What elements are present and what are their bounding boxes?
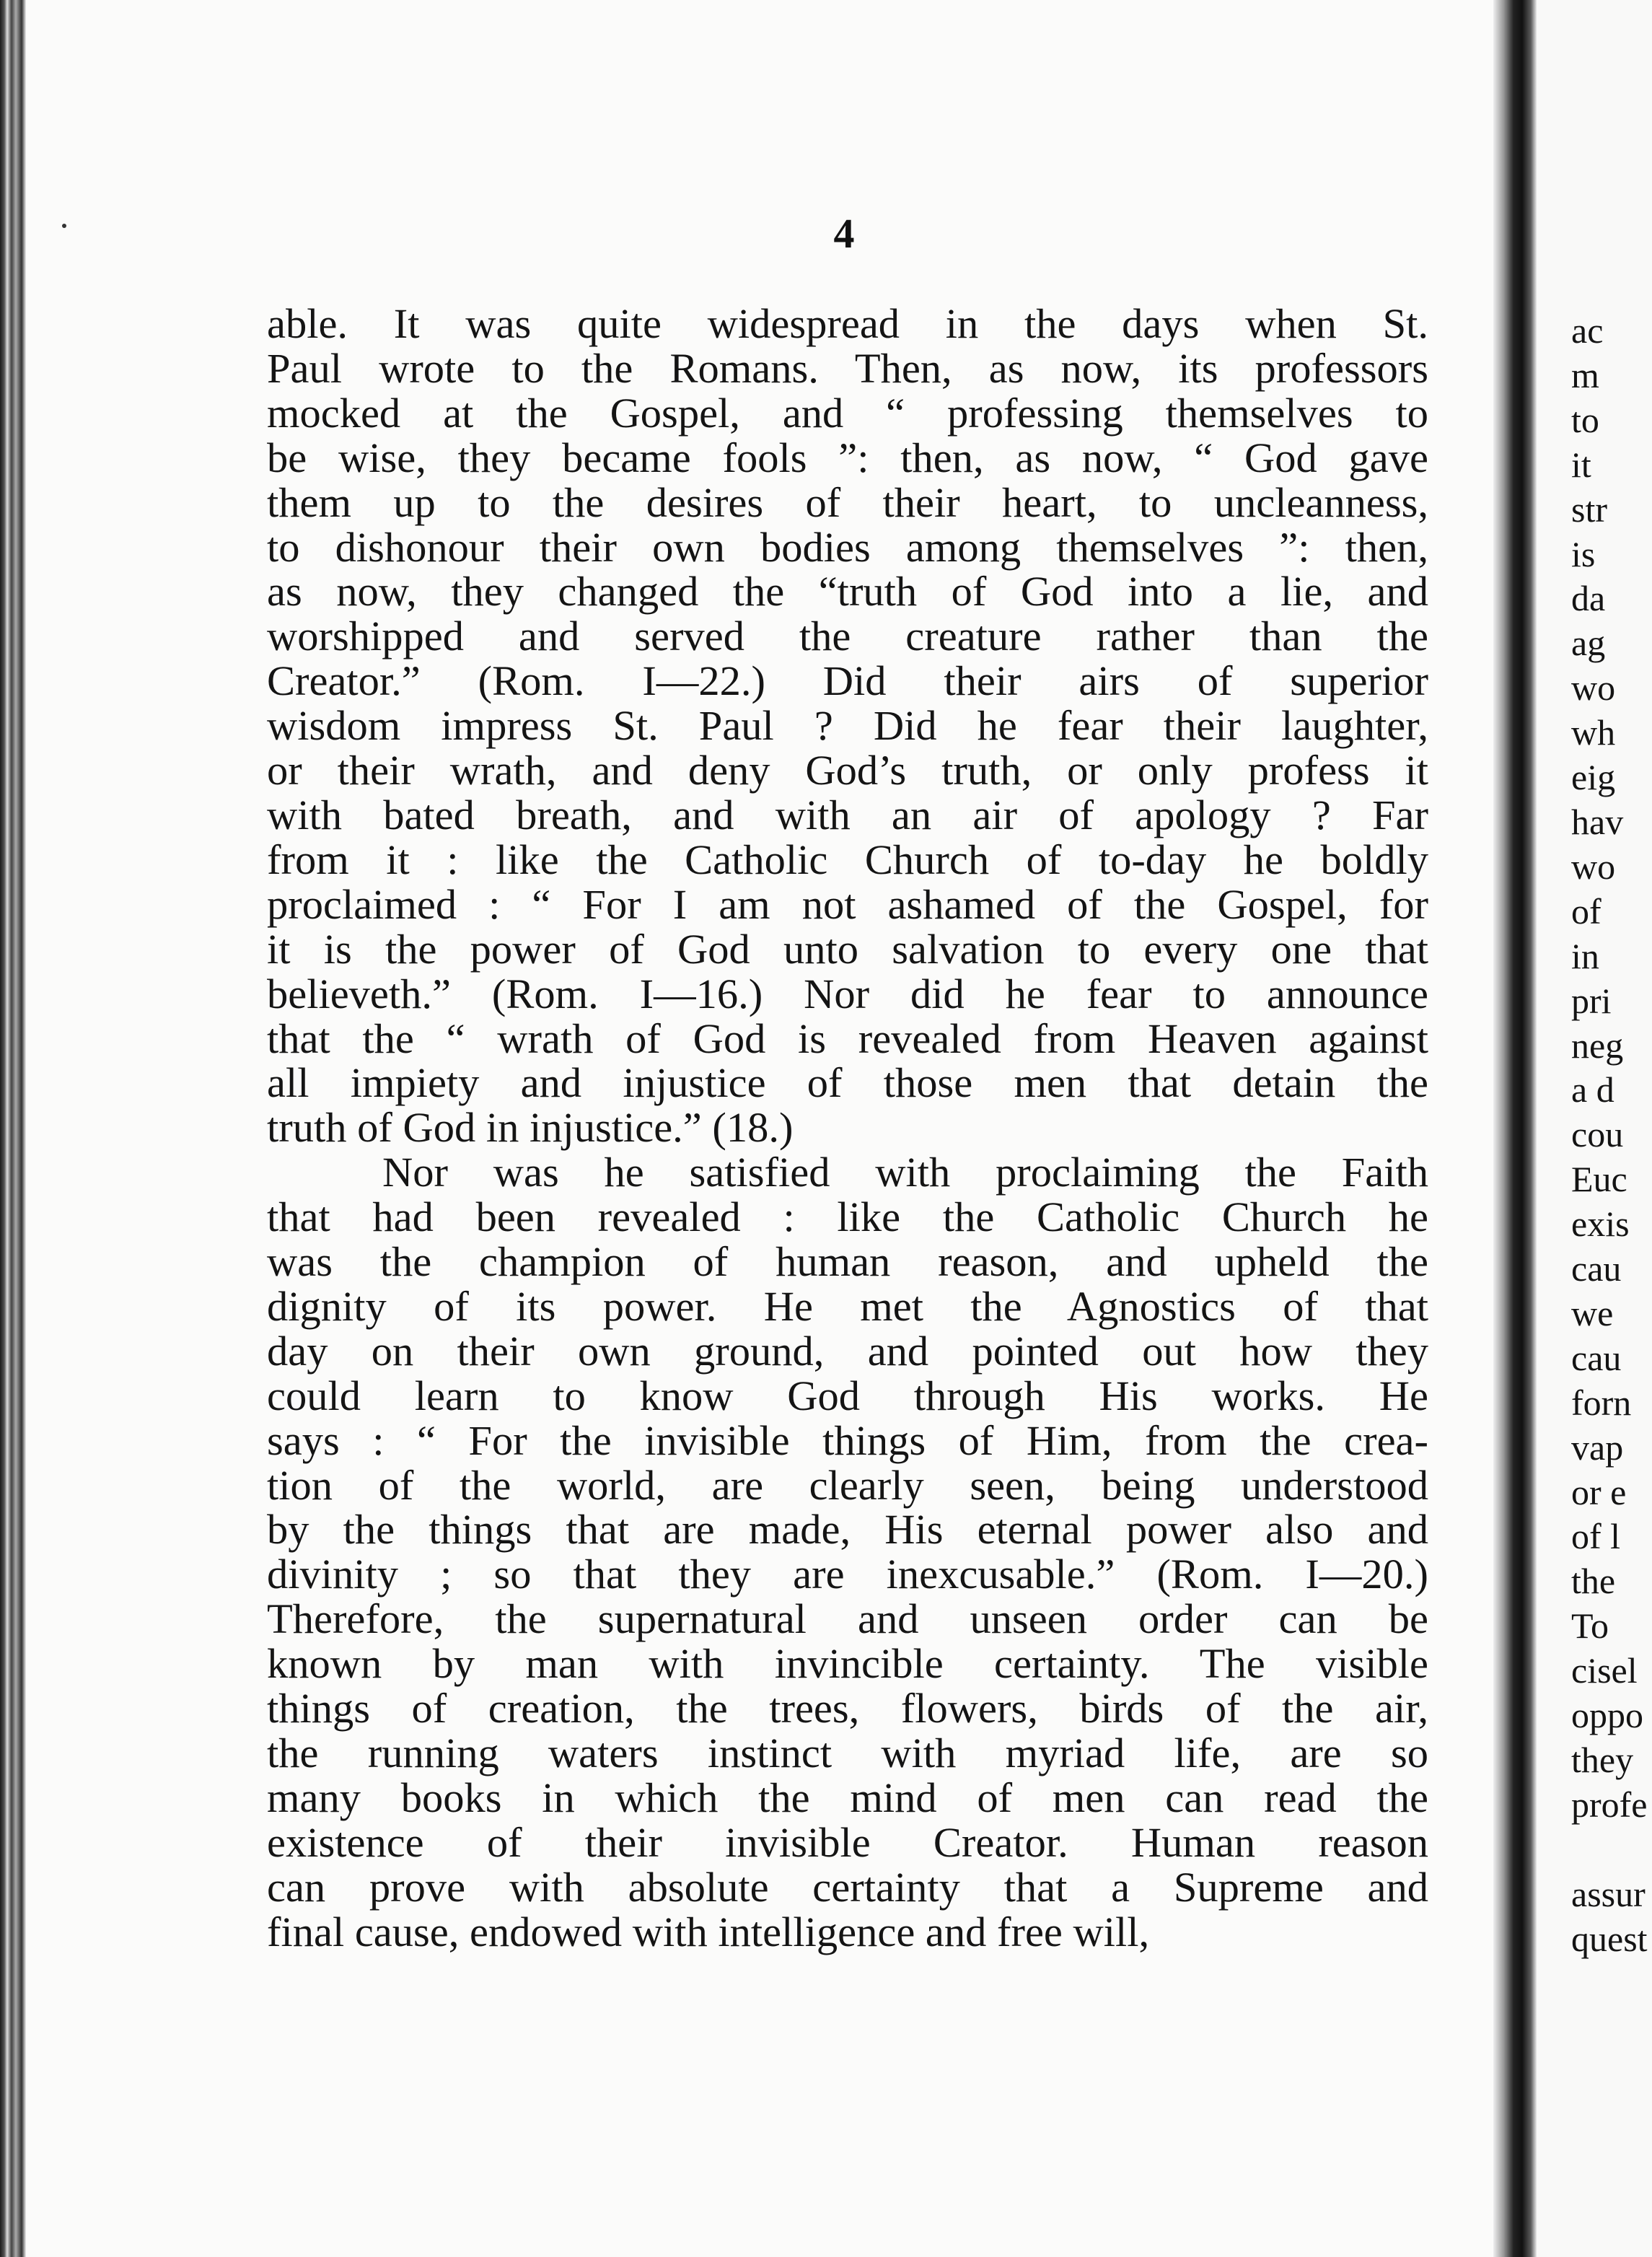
text-line: believeth.” (Rom. I—16.) Nor did he fear to announce [267,970,1428,1017]
book-gutter [1493,0,1537,2257]
text-line: existence of their invisible Creator. Human reason [267,1818,1428,1866]
right-page-fragment: cou [1571,1114,1624,1155]
right-page-fragment: wo [1571,667,1616,709]
right-page-fragment: in [1571,935,1599,976]
text-line: day on their own ground, and pointed out how they [267,1327,1428,1375]
right-page-fragment: it [1571,444,1591,485]
right-page-fragment: exis [1571,1204,1630,1245]
right-page-fragment: we [1571,1292,1614,1333]
text-line: from it : like the Catholic Church of to-day he boldly [267,836,1428,883]
text-line: known by man with invincible certainty. The visible [267,1640,1428,1688]
right-page-fragment: assur [1571,1873,1646,1914]
text-line: wisdom impress St. Paul ? Did he fear their laughter, [267,702,1428,750]
text-line: was the champion of human reason, and upheld the [267,1238,1428,1286]
right-page-fragment: hav [1571,801,1624,842]
text-line: Creator.” (Rom. I—22.) Did their airs of superior [267,657,1428,705]
right-page-fragment: Euc [1571,1159,1627,1200]
book-edge [0,0,26,2257]
text-line: Paul wrote to the Romans. Then, as now, its professors [267,344,1428,392]
right-page-fragment: ag [1571,623,1606,664]
right-page-fragment: the [1571,1561,1616,1602]
text-line: that had been revealed : like the Catholic Church he [267,1193,1428,1241]
right-page-fragment: wo [1571,846,1616,887]
page-number: 4 [833,210,855,257]
text-line: mocked at the Gospel, and “ professing themselves to [267,389,1428,437]
text-line: worshipped and served the creature rather than the [267,613,1428,660]
text-line: all impiety and injustice of those men that detain the [267,1059,1428,1107]
text-line: them up to the desires of their heart, to uncleanness, [267,478,1428,526]
scan-speck [62,224,66,228]
right-page-fragment: neg [1571,1025,1624,1066]
text-line: dignity of its power. He met the Agnostics of that [267,1282,1428,1330]
right-page-fragment: str [1571,488,1607,530]
right-page-fragment: To [1571,1605,1609,1647]
right-page-fragment: vap [1571,1426,1624,1468]
right-page-fragment: forn [1571,1382,1632,1423]
right-page-fragment: eig [1571,757,1616,798]
text-line: Therefore, the supernatural and unseen order can be [267,1595,1428,1643]
text-line: be wise, they became fools ”: then, as now, “ God gave [267,434,1428,481]
right-page-text-fragments [1571,309,1652,1962]
text-line: the running waters instinct with myriad life, are so [267,1730,1428,1776]
text-line: final cause, endowed with intelligence and free will, [267,1908,1150,1955]
text-line: Nor was he satisfied with proclaiming the Faith [382,1149,1428,1196]
right-page-fragment: wh [1571,712,1616,753]
text-line: with bated breath, and with an air of apology ? Far [267,791,1428,838]
text-line: divinity ; so that they are inexcusable.” (Rom. I—20.) [267,1551,1428,1598]
text-line: truth of God in injustice.” (18.) [267,1104,794,1152]
text-line: as now, they changed the “truth of God into a lie, and [267,568,1428,615]
right-page-fragment: cisel [1571,1650,1638,1691]
right-page-fragment: or e [1571,1471,1627,1512]
right-page-fragment: of l [1571,1516,1621,1557]
text-line: could learn to know God through His works. He [267,1372,1428,1419]
text-line: by the things that are made, His eternal power also and [267,1506,1428,1553]
right-page-fragment: profe [1571,1784,1648,1825]
right-page-fragment: ac [1571,310,1604,351]
right-page-fragment: quest [1571,1918,1648,1959]
page-body-text [267,302,1428,1955]
text-line: to dishonour their own bodies among themselves ”: then, [267,523,1428,571]
right-page-fragment: cau [1571,1337,1622,1378]
right-page-fragment: a d [1571,1069,1614,1110]
text-line: that the “ wrath of God is revealed from Heaven against [267,1014,1428,1062]
right-page-fragment: m [1571,354,1599,395]
text-line: it is the power of God unto salvation to every one that [267,925,1428,973]
right-page-fragment: da [1571,578,1606,619]
text-line: things of creation, the trees, flowers, birds of the air, [267,1685,1428,1732]
right-page-fragment: of [1571,890,1602,932]
right-page-fragment: is [1571,533,1596,574]
right-page-fragment: oppo [1571,1695,1643,1736]
text-line: tion of the world, are clearly seen, being understood [267,1461,1428,1509]
text-line: able. It was quite widespread in the days when St. [267,300,1428,347]
right-page-fragment: to [1571,399,1599,440]
text-line: many books in which the mind of men can read the [267,1774,1428,1821]
text-line: proclaimed : “ For I am not ashamed of the Gospel, for [267,880,1428,928]
text-line: or their wrath, and deny God’s truth, or only profess it [267,747,1428,794]
text-line: says : “ For the invisible things of Him, from the crea- [267,1416,1428,1464]
right-page-fragment: cau [1571,1248,1622,1289]
right-page-fragment: pri [1571,980,1612,1021]
text-line: can prove with absolute certainty that a Supreme and [267,1863,1428,1911]
right-page-fragment: they [1571,1740,1634,1780]
